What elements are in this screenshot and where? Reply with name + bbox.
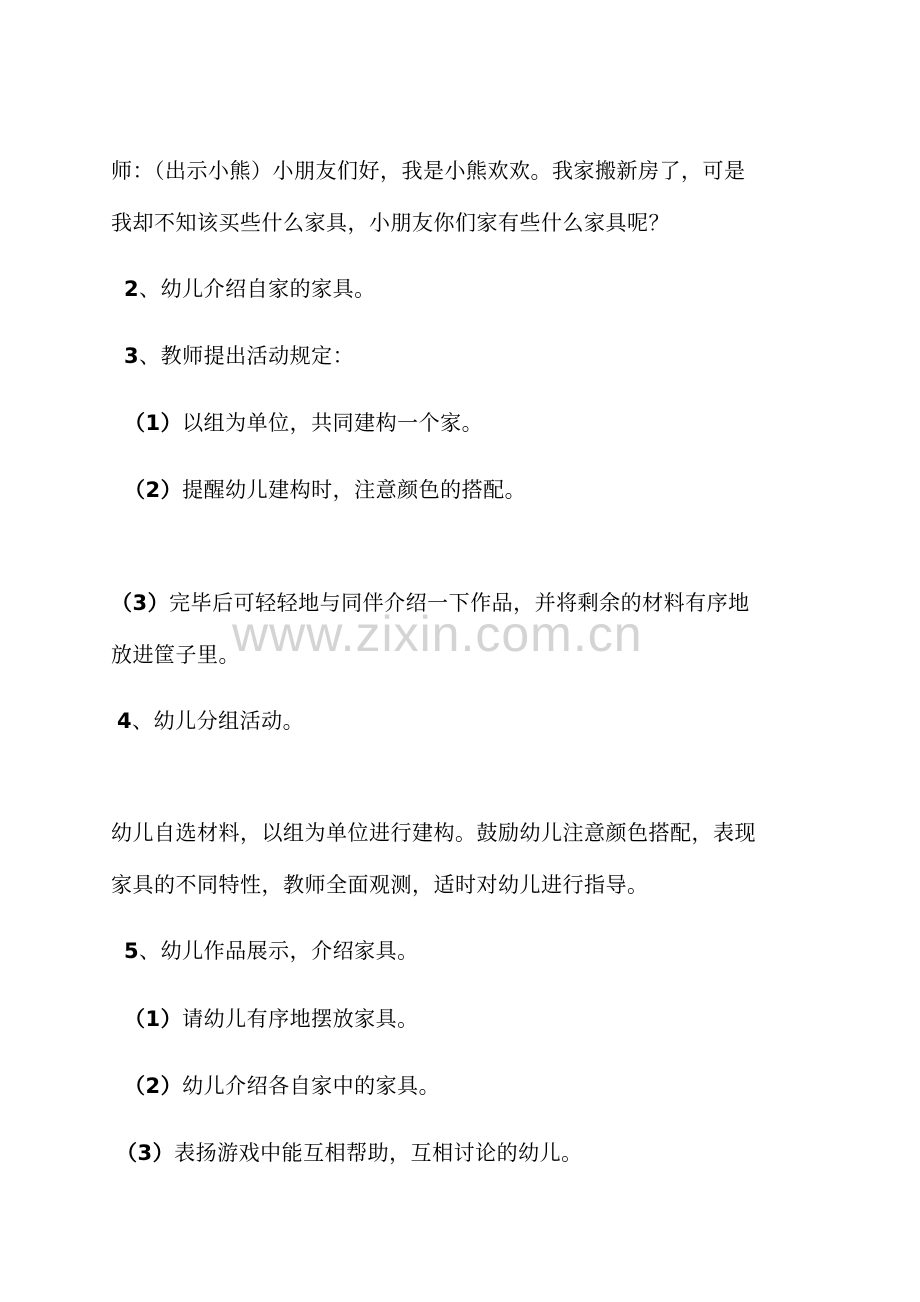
rule-3-line1 [111,588,750,618]
item-number: （3） [116,1141,175,1165]
item-3 [116,1138,583,1168]
item-text: 幼儿介绍各自家中的家具。 [182,1074,441,1098]
step-text: 、幼儿介绍自家的家具。 [139,277,376,301]
paragraph-line: 家具的不同特性，教师全面观测，适时对幼儿进行指导。 [111,873,649,897]
rule-2 [124,475,526,505]
step-3 [124,341,354,371]
step-5 [124,936,419,966]
step-text: 、幼儿分组活动。 [132,709,305,733]
rule-1 [124,408,483,438]
rule-number: （2） [124,478,183,502]
step-2 [124,274,376,304]
step-number: 4 [117,709,133,733]
rule-text: 以组为单位，共同建构一个家。 [182,411,484,435]
item-text: 请幼儿有序地摆放家具。 [182,1007,419,1031]
item-number: （2） [124,1074,183,1098]
step-number: 3 [124,344,140,368]
rule-text: 提醒幼儿建构时，注意颜色的搭配。 [182,478,527,502]
step-number: 2 [124,277,140,301]
rule-number: （1） [124,411,183,435]
paragraph-line: 幼儿自选材料，以组为单位进行建构。鼓励幼儿注意颜色搭配，表现 [111,821,756,845]
paragraph-line: 我却不知该买些什么家具，小朋友你们家有些什么家具呢？ [111,211,670,235]
rule-text: 完毕后可轻轻地与同伴介绍一下作品，并将剩余的材料有序地 [169,591,750,615]
step-text: 、教师提出活动规定： [139,344,355,368]
item-1 [124,1004,419,1034]
rule-3-line2: 放进筐子里。 [111,643,240,667]
paragraph-line: 师：（出示小熊）小朋友们好，我是小熊欢欢。我家搬新房了，可是 [111,159,746,183]
item-number: （1） [124,1007,183,1031]
step-text: 、幼儿作品展示，介绍家具。 [139,939,419,963]
watermark: www.zixin.com.cn [232,606,643,662]
item-text: 表扬游戏中能互相帮助，互相讨论的幼儿。 [174,1141,583,1165]
step-number: 5 [124,939,140,963]
rule-number: （3） [111,591,170,615]
step-4 [117,706,304,736]
item-2 [124,1071,440,1101]
